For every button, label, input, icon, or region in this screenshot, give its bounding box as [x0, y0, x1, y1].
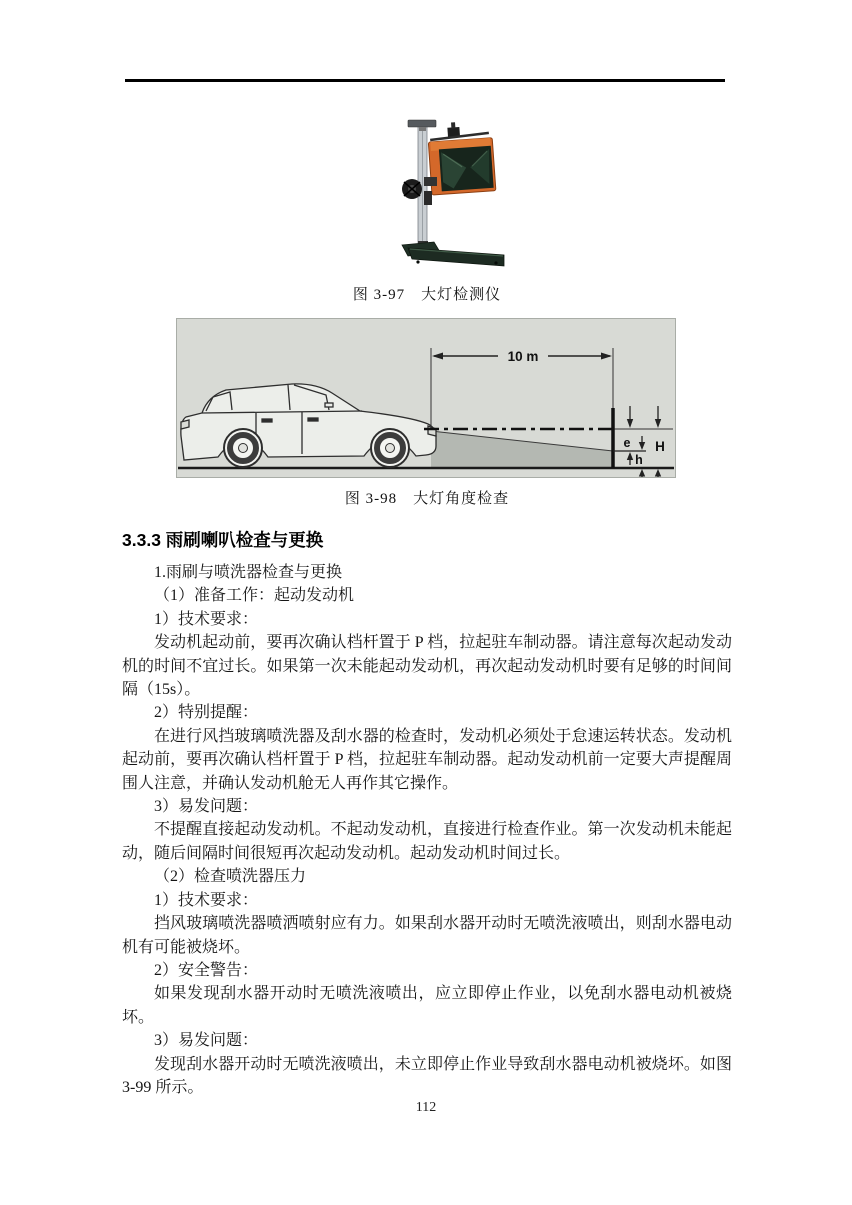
- paragraph: 3）易发问题：: [154, 1032, 259, 1050]
- label-H: H: [655, 439, 665, 454]
- paragraph: 不提醒直接起动发动机。不起动发动机，直接进行检查作业。第一次发动机未能起动，随后间隔时间很短再次起动发动机。起动发动机时间过长。: [122, 821, 732, 862]
- paragraph: 在进行风挡玻璃喷洗器及刮水器的检查时，发动机必须处于怠速运转状态。发动机起动前，要再次确认档杆置于 P 档，拉起驻车制动器。起动发动机前一定要大声提醒周围人注意，并确认发动机舱无人再作其它操作。: [122, 727, 732, 792]
- paragraph: 1.雨刷与喷洗器检查与更换: [154, 564, 343, 581]
- figure-97-caption: 图 3-97 大灯检测仪: [352, 287, 502, 303]
- page-number: 112: [415, 1100, 437, 1115]
- tester-head: [427, 120, 496, 195]
- paragraph: 发动机起动前，要再次确认档杆置于 P 档，拉起驻车制动器。请注意每次起动发动机的时间不宜过长。如果第一次未能起动发动机，再次起动发动机时要有足够的时间间隔（15s）。: [122, 634, 732, 699]
- header-rule: [125, 79, 725, 82]
- paragraph: 2）特别提醒：: [154, 704, 259, 722]
- paragraph: （1）准备工作：起动发动机: [154, 587, 355, 605]
- paragraph: （2）检查喷洗器压力: [154, 868, 307, 886]
- paragraph: 2）安全警告：: [154, 961, 259, 979]
- paragraph: 1）技术要求：: [154, 610, 259, 628]
- paragraph: 如果发现刮水器开动时无喷洗液喷出，应立即停止作业，以免刮水器电动机被烧坏。: [122, 985, 732, 1026]
- paragraph: 1）技术要求：: [154, 891, 259, 909]
- aiming-diagram-illustration: [176, 318, 676, 478]
- label-h: h: [635, 453, 643, 467]
- figure-98-aiming-diagram: [176, 318, 676, 478]
- headlight-tester-illustration: [388, 115, 520, 273]
- body-text: [122, 561, 732, 1099]
- figure-98-caption: 图 3-98 大灯角度检查: [344, 491, 510, 507]
- paragraph: 发现刮水器开动时无喷洗液喷出，未立即停止作业导致刮水器电动机被烧坏。如图 3-99 所示。: [122, 1055, 732, 1096]
- section-heading: 3.3.3 雨刷喇叭检查与更换: [122, 530, 324, 550]
- label-e: e: [623, 436, 631, 450]
- distance-label: 10 m: [507, 349, 539, 364]
- paragraph: 3）易发问题：: [154, 798, 259, 816]
- figure-97-headlight-tester: [388, 115, 520, 273]
- paragraph: 挡风玻璃喷洗器喷洒喷射应有力。如果刮水器开动时无喷洗液喷出，则刮水器电动机有可能被烧坏。: [122, 915, 732, 956]
